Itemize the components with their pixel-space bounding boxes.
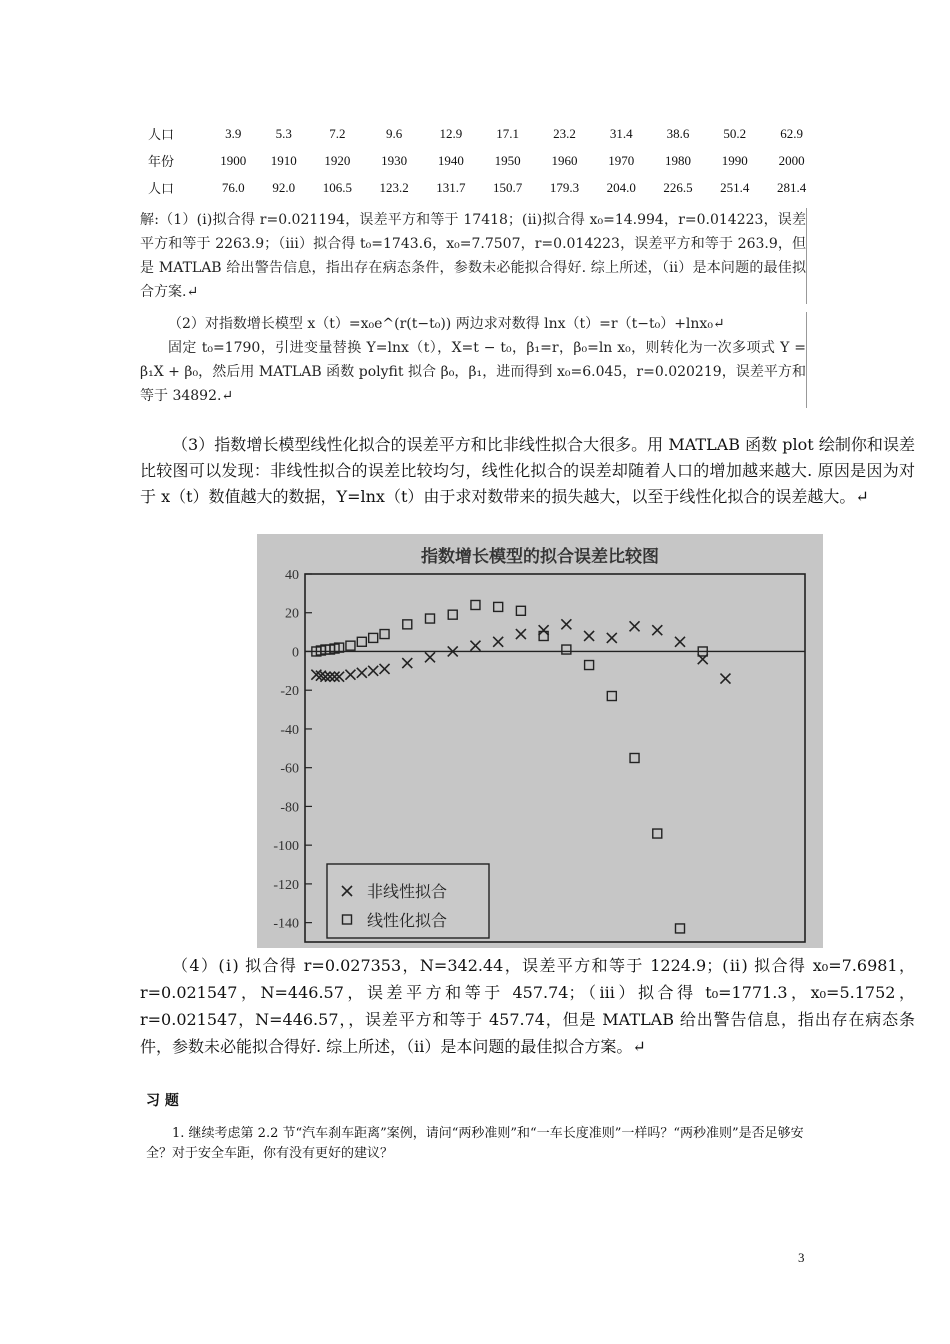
point-nonlinear — [402, 658, 412, 668]
row-label: 年份 — [148, 154, 175, 169]
table-cell: 31.4 — [609, 125, 633, 141]
solution-part-3 — [140, 432, 915, 510]
table-cell: 9.6 — [385, 125, 403, 141]
point-linearized — [346, 641, 355, 650]
table-cell: 1940 — [437, 152, 464, 168]
point-linearized — [516, 606, 525, 615]
table-cell: 3.9 — [225, 125, 242, 141]
y-tick-label: -120 — [273, 877, 299, 893]
table-cell: 204.0 — [606, 179, 636, 195]
point-nonlinear — [516, 629, 526, 639]
point-nonlinear — [630, 621, 640, 631]
solution-part-4 — [140, 952, 915, 1060]
point-linearized — [676, 924, 685, 933]
solution-part-2 — [140, 312, 807, 408]
table-cell: 1930 — [381, 152, 408, 168]
y-tick-label: -60 — [280, 761, 299, 777]
table-cell: 76.0 — [221, 179, 245, 195]
exercise-q1: 1. 继续考虑第 2.2 节“汽车刹车距离”案例，请问“两秒准则”和“一车长度准则”一样吗？“两秒准则”是否足够安全？对于安全车距，你有没有更好的建议？ — [146, 1126, 804, 1161]
point-nonlinear — [607, 633, 617, 643]
error-comparison-chart — [257, 534, 823, 948]
point-nonlinear — [357, 668, 367, 678]
table-cell: 12.9 — [439, 125, 463, 141]
table-cell: 1980 — [665, 152, 692, 168]
y-tick-label: -100 — [273, 839, 299, 855]
point-linearized — [562, 645, 571, 654]
point-linearized — [494, 602, 503, 611]
point-nonlinear — [493, 637, 503, 647]
table-cell: 106.5 — [322, 179, 352, 195]
table-cell: 281.4 — [776, 179, 807, 195]
y-tick-label: -20 — [280, 684, 299, 700]
point-linearized — [653, 829, 662, 838]
table-cell: 179.3 — [549, 179, 580, 195]
point-nonlinear — [380, 664, 390, 674]
y-tick-label: 40 — [285, 568, 299, 583]
solution-p5: （4）(ⅰ) 拟合得 r=0.027353，N=342.44，误差平方和等于 1224.9；(ⅱ) 拟合得 x₀=7.6981，r=0.021547，N=446.57，误差平方和等于 457.74；（ⅲ）拟合得 t₀=1771.3，x₀=5.1752，r=0.021547，N=446.57，，误差平方和等于 457.74，但是 MATLAB 给出警告信息，指出存在病态条件，参数未必能拟合得好. 综上所述，（ⅱ）是本问题的最佳拟合方案。↵ — [140, 956, 915, 1056]
table-cell: 62.9 — [780, 125, 803, 141]
solution-p4: （3）指数增长模型线性化拟合的误差平方和比非线性拟合大很多。用 MATLAB 函数 plot 绘制你和误差比较图可以发现：非线性拟合的误差比较均匀，线性化拟合的误差却随着人口的增加越来越大. 原因是因为对于 x（t）数值越大的数据，Y=lnx（t）由于求对数带来的损失越大，以至于线性化拟合的误差越大。↵ — [140, 435, 915, 506]
solution-p3: 固定 t₀=1790，引进变量替换 Y=lnx（t），X=t − t₀，β₁=r，β₀=ln x₀，则转化为一次多项式 Y = β₁X + β₀，然后用 MATLAB 函数 polyfit 拟合 β₀，β₁，进而得到 x₀=6.045，r=0.020219，误差平方和等于 34892.↵ — [140, 340, 806, 404]
point-nonlinear — [584, 631, 594, 641]
table-cell: 226.5 — [663, 179, 693, 195]
point-nonlinear — [539, 625, 549, 635]
table-cell: 50.2 — [723, 125, 747, 141]
exercise-body — [146, 1124, 816, 1164]
solution-part-1 — [140, 208, 807, 304]
table-cell: 23.2 — [553, 125, 576, 141]
point-nonlinear — [652, 625, 662, 635]
table-row — [140, 174, 820, 201]
point-linearized — [630, 754, 639, 763]
table-cell: 1900 — [220, 152, 247, 168]
table-cell: 1910 — [270, 152, 297, 168]
table-cell: 123.2 — [379, 179, 409, 195]
point-linearized — [426, 614, 435, 623]
table-cell: 17.1 — [496, 125, 520, 141]
point-nonlinear — [720, 674, 730, 684]
point-linearized — [471, 600, 480, 609]
y-tick-label: -40 — [280, 722, 299, 738]
point-nonlinear — [561, 619, 571, 629]
point-linearized — [585, 661, 594, 670]
table-cell: 150.7 — [493, 179, 523, 195]
table-cell: 92.0 — [272, 179, 296, 195]
point-linearized — [380, 630, 389, 639]
table-cell: 1920 — [324, 152, 351, 168]
point-nonlinear — [368, 666, 378, 676]
population-table — [140, 120, 820, 201]
table-row — [140, 120, 820, 147]
y-tick-label: 20 — [285, 606, 299, 622]
point-nonlinear — [425, 652, 435, 662]
table-cell: 251.4 — [720, 179, 750, 195]
y-tick-label: 0 — [292, 645, 299, 661]
point-linearized — [448, 610, 457, 619]
point-nonlinear — [675, 637, 685, 647]
table-cell: 2000 — [778, 152, 805, 168]
y-tick-label: -140 — [273, 916, 299, 932]
page-number: 3 — [798, 1250, 805, 1265]
table-cell: 7.2 — [329, 125, 346, 141]
point-linearized — [607, 692, 616, 701]
table-cell: 1990 — [721, 152, 748, 168]
table-cell: 38.6 — [666, 125, 690, 141]
legend-label: 非线性拟合 — [367, 882, 448, 901]
table-cell: 1950 — [494, 152, 521, 168]
point-nonlinear — [470, 641, 480, 651]
table-cell: 131.7 — [436, 179, 466, 195]
solution-p1: 解:（1）(ⅰ)拟合得 r=0.021194，误差平方和等于 17418；(ⅱ)拟合得 x₀=14.994，r=0.014223，误差平方和等于 2263.9；（ⅲ）拟合得 t₀=1743.6，x₀=7.7507，r=0.014223，误差平方和等于 263.9，但是 MATLAB 给出警告信息，指出存在病态条件，参数未必能拟合得好. 综上所述，（ⅱ）是本问题的最佳拟合方案.↵ — [140, 212, 806, 300]
point-linearized — [369, 633, 378, 642]
row-label: 人口 — [148, 127, 175, 142]
point-linearized — [403, 620, 412, 629]
legend-label: 线性化拟合 — [367, 911, 448, 930]
table-cell: 1970 — [608, 152, 635, 168]
row-label: 人口 — [148, 181, 175, 196]
point-nonlinear — [345, 670, 355, 680]
table-cell: 1960 — [551, 152, 578, 168]
point-linearized — [357, 637, 366, 646]
table-row — [140, 147, 820, 174]
table-cell: 5.3 — [275, 125, 292, 141]
chart-title: 指数增长模型的拟合误差比较图 — [421, 547, 659, 567]
solution-p2: （2）对指数增长模型 x（t）=x₀e^(r(t−t₀)) 两边求对数得 lnx（t）=r（t−t₀）+lnx₀↵ — [168, 316, 725, 332]
exercise-heading: 习 题 — [146, 1093, 179, 1109]
chart-svg — [257, 534, 823, 948]
y-tick-label: -80 — [280, 800, 299, 816]
